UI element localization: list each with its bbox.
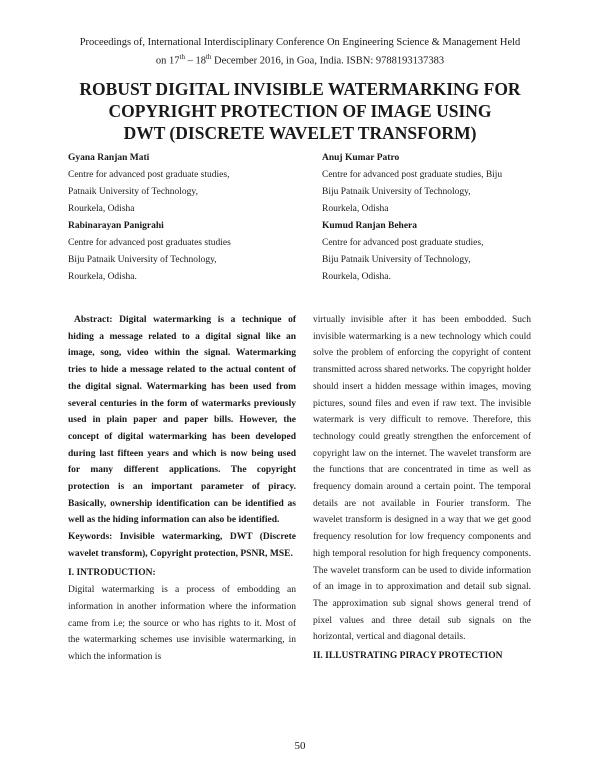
author-affiliation-line: Centre for advanced post graduate studies, — [322, 238, 484, 248]
author-affiliation-line: Centre for advanced post graduate studies, Biju — [322, 170, 503, 180]
proceedings-line-1: Proceedings of, International Interdisciplinary Conference On Engineering Science & Management Held — [79, 37, 521, 48]
page-number: 50 — [294, 740, 306, 752]
superscript-th-2: th — [205, 53, 212, 61]
introduction-text: Digital watermarking is a process of embodding an information in another information where the information came from i.e; the source or who has rights to it. Most of the watermarking schemes use invisible watermarking, in which the information is — [68, 585, 296, 663]
author-affiliation-line: Biju Patnaik University of Technology, — [68, 255, 217, 265]
author-affiliation-line: Biju Patnaik University of Technology, — [322, 187, 471, 197]
author-block — [322, 150, 572, 218]
right-column-text: virtually invisible after it has been embodded. Such invisible watermarking is a new technology which could solve the problem of enforcing the copyright of content transmitted across shared networks. The copyright holder should insert a hidden message within images, moving pictures, sound files and even if raw text. The invisible watermark is very difficult to remove. Therefore, this technology could greatly strengthen the enforcement of copyright law on the internet. The wavelet transform are the functions that are concentrated in time as well as frequency domain around a certain point. The temporal details are not available in Fourier transform. The wavelet transform is designed in a way that we get good frequency resolution for low frequency components and high temporal resolution for high frequency components. The wavelet transform can be used to divide information of an image in to approximation and detail sub signal. The approximation sub signal shows general trend of pixel values and three detail sub signals on the horizontal, vertical and diagonal details. — [313, 315, 532, 643]
right-column — [313, 312, 531, 666]
author-name: Rabinarayan Panigrahi — [68, 221, 164, 231]
authors-right — [322, 150, 572, 286]
author-affiliation-line: Biju Patnaik University of Technology, — [322, 255, 471, 265]
keywords: Keywords: Invisible watermarking, DWT (Discrete wavelet transform), Copyright protection, PSNR, MSE. — [68, 532, 296, 559]
title-line-2: COPYRIGHT PROTECTION OF IMAGE USING — [108, 101, 492, 121]
proceedings-line-2-suffix: December 2016, in Goa, India. ISBN: 9788193137383 — [211, 55, 445, 67]
superscript-th-1: th — [179, 53, 185, 61]
author-affiliation-line: Rourkela, Odisha. — [68, 272, 137, 282]
author-affiliation-line: Patnaik University of Technology, — [68, 187, 198, 197]
section-heading-piracy-protection: II. ILLUSTRATING PIRACY PROTECTION — [313, 651, 503, 662]
proceedings-line-2-prefix: on 17 — [155, 55, 180, 67]
proceedings-header — [40, 36, 560, 69]
author-affiliation-line: Rourkela, Odisha — [322, 204, 389, 214]
proceedings-line-2 — [40, 50, 560, 69]
title-line-1: ROBUST DIGITAL INVISIBLE WATERMARKING FOR — [79, 79, 521, 99]
section-heading-introduction: I. INTRODUCTION: — [68, 567, 156, 578]
author-block — [68, 150, 308, 218]
author-name: Kumud Ranjan Behera — [322, 221, 418, 231]
author-affiliation-line: Rourkela, Odisha. — [322, 272, 391, 282]
author-name: Anuj Kumar Patro — [322, 153, 400, 163]
abstract: Abstract: Digital watermarking is a technique of hiding a message related to a digital signal like an image, song, video within the signal. Watermarking tries to hide a message related to the actual content of the digital signal. Watermarking has been used from several centuries in the form of watermarks previously used in plain paper and paper bills. However, the concept of digital watermarking has been developed during last fifteen years and which is now being used for many different applications. The copyright protection is an important parameter of piracy. Basically, ownership identification can be identified as well as the hiding information can also be identified. — [68, 315, 296, 526]
title-line-3: DWT (DISCRETE WAVELET TRANSFORM) — [123, 123, 477, 143]
paper-title — [40, 78, 560, 144]
author-block — [322, 218, 572, 286]
author-affiliation-line: Centre for advanced post graduate studies, — [68, 170, 230, 180]
author-affiliation-line: Centre for advanced post graduates studies — [68, 238, 231, 248]
author-name: Gyana Ranjan Mati — [68, 153, 150, 163]
author-affiliation-line: Rourkela, Odisha — [68, 204, 135, 214]
author-block — [68, 218, 308, 286]
proceedings-line-2-mid: – 18 — [184, 55, 206, 67]
authors-left — [68, 150, 308, 286]
left-column — [68, 312, 296, 666]
